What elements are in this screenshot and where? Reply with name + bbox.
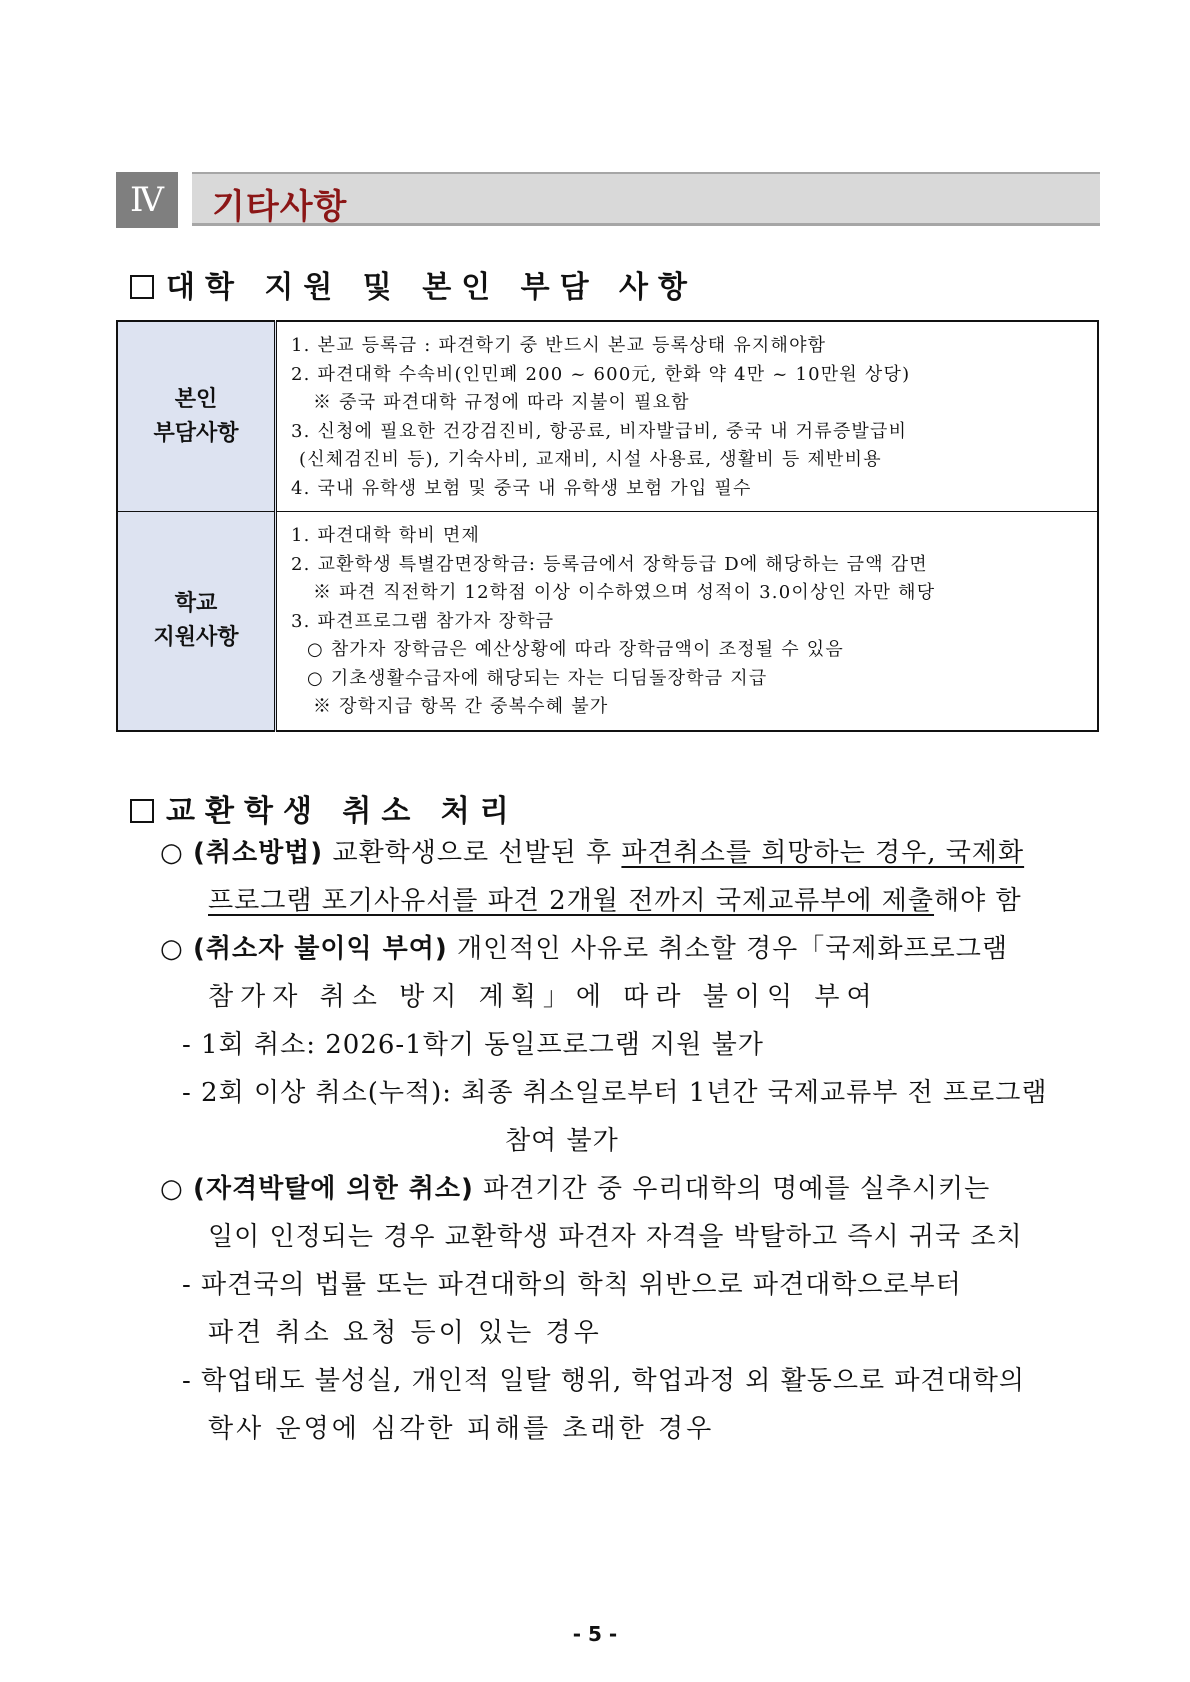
- disqualification-sub-item: - 학업태도 불성실, 개인적 일탈 행위, 학업과정 외 활동으로 파견대학의: [182, 1366, 1025, 1396]
- underlined-text: 파견취소를 희망하는 경우, 국제화: [621, 838, 1025, 868]
- section-header: [116, 172, 1100, 228]
- body-text: 파견기간 중 우리대학의 명예를 실추시키는: [473, 1174, 991, 1204]
- subsection-heading-support: [130, 262, 697, 306]
- note-item: ※ 파견 직전학기 12학점 이상 이수하였으며 성적이 3.0이상인 자만 해당: [313, 582, 936, 603]
- subsection-heading-cancel: [130, 786, 519, 830]
- bold-label: (취소방법): [192, 838, 324, 868]
- disqualification-sub-item-continuation: 학사 운영에 심각한 피해를 초래한 경우: [208, 1414, 715, 1444]
- list-item-continuation: (신체검진비 등), 기숙사비, 교재비, 시설 사용료, 생활비 등 제반비용: [299, 449, 882, 470]
- checkbox-square-icon: [130, 275, 154, 299]
- penalty-line2: 참가자 취소 방지 계획」에 따라 불이익 부여: [208, 982, 879, 1012]
- body-text: 교환학생으로 선발된 후: [323, 838, 622, 868]
- table-row-school-support: [117, 512, 1098, 731]
- list-item: 1. 본교 등록금 : 파견학기 중 반드시 본교 등록상태 유지해야함: [291, 335, 827, 356]
- row-label-line: 학교: [174, 590, 218, 616]
- table-row-self-burden: [117, 321, 1098, 512]
- row-content-self-burden: [276, 321, 1099, 512]
- row-label-line: 부담사항: [153, 420, 239, 446]
- body-text: 개인적인 사유로 취소할 경우「국제화프로그램: [447, 934, 1009, 964]
- sub-item: ○ 참가자 장학금은 예산상황에 따라 장학금액이 조정될 수 있음: [307, 639, 844, 660]
- section-title-bar: [192, 172, 1100, 226]
- subsection-title: 대학 지원 및 본인 부담 사항: [166, 270, 698, 305]
- subsection-title: 교환학생 취소 처리: [166, 794, 519, 829]
- section-number: Ⅳ: [116, 172, 178, 228]
- disqualification-line1: [160, 1168, 990, 1205]
- support-table: [116, 320, 1099, 732]
- disqualification-sub-item-continuation: 파견 취소 요청 등이 있는 경우: [208, 1318, 602, 1348]
- section-title: 기타사항: [212, 187, 348, 227]
- row-label-school-support: [117, 512, 276, 731]
- bold-label: (자격박탈에 의한 취소): [192, 1174, 474, 1204]
- note-item: ※ 장학지급 항목 간 중복수혜 불가: [313, 696, 609, 717]
- bullet-circle: ○: [160, 934, 184, 964]
- row-label-self-burden: [117, 321, 276, 512]
- penalty-sub-item-continuation: 참여 불가: [505, 1126, 619, 1156]
- list-item: 1. 파견대학 학비 면제: [291, 525, 481, 546]
- penalty-sub-item: - 1회 취소: 2026-1학기 동일프로그램 지원 불가: [182, 1030, 764, 1060]
- cancel-method-line2: [208, 880, 1022, 917]
- note-item: ※ 중국 파견대학 규정에 따라 지불이 필요함: [313, 392, 690, 413]
- bold-label: (취소자 불이익 부여): [192, 934, 448, 964]
- body-text: 해야 함: [934, 886, 1022, 916]
- disqualification-sub-item: - 파견국의 법률 또는 파견대학의 학칙 위반으로 파견대학으로부터: [182, 1270, 962, 1300]
- row-label-line: 본인: [174, 386, 218, 412]
- list-item: 3. 파견프로그램 참가자 장학금: [291, 610, 555, 632]
- checkbox-square-icon: [130, 799, 154, 823]
- bullet-circle: ○: [160, 838, 184, 868]
- penalty-sub-item: - 2회 이상 취소(누적): 최종 취소일로부터 1년간 국제교류부 전 프로그램: [182, 1078, 1048, 1108]
- bullet-circle: ○: [160, 1174, 184, 1204]
- list-item: 4. 국내 유학생 보험 및 중국 내 유학생 보험 가입 필수: [291, 477, 752, 499]
- cancel-method-line1: [160, 832, 1024, 869]
- list-item: 2. 파견대학 수속비(인민폐 200 ~ 600元, 한화 약 4만 ~ 10만원 상당): [291, 363, 911, 385]
- sub-item: ○ 기초생활수급자에 해당되는 자는 디딤돌장학금 지급: [307, 667, 768, 689]
- list-item: 2. 교환학생 특별감면장학금: 등록금에서 장학등급 D에 해당하는 금액 감면: [291, 553, 928, 575]
- underlined-text: 프로그램 포기사유서를 파견 2개월 전까지 국제교류부에 제출: [208, 886, 935, 916]
- disqualification-line2: 일이 인정되는 경우 교환학생 파견자 자격을 박탈하고 즉시 귀국 조치: [208, 1222, 1023, 1252]
- row-label-line: 지원사항: [153, 624, 239, 650]
- row-content-school-support: [276, 512, 1099, 731]
- page-number: - 5 -: [572, 1622, 618, 1646]
- penalty-line1: [160, 928, 1008, 965]
- list-item: 3. 신청에 필요한 건강검진비, 항공료, 비자발급비, 중국 내 거류증발급비: [291, 420, 908, 442]
